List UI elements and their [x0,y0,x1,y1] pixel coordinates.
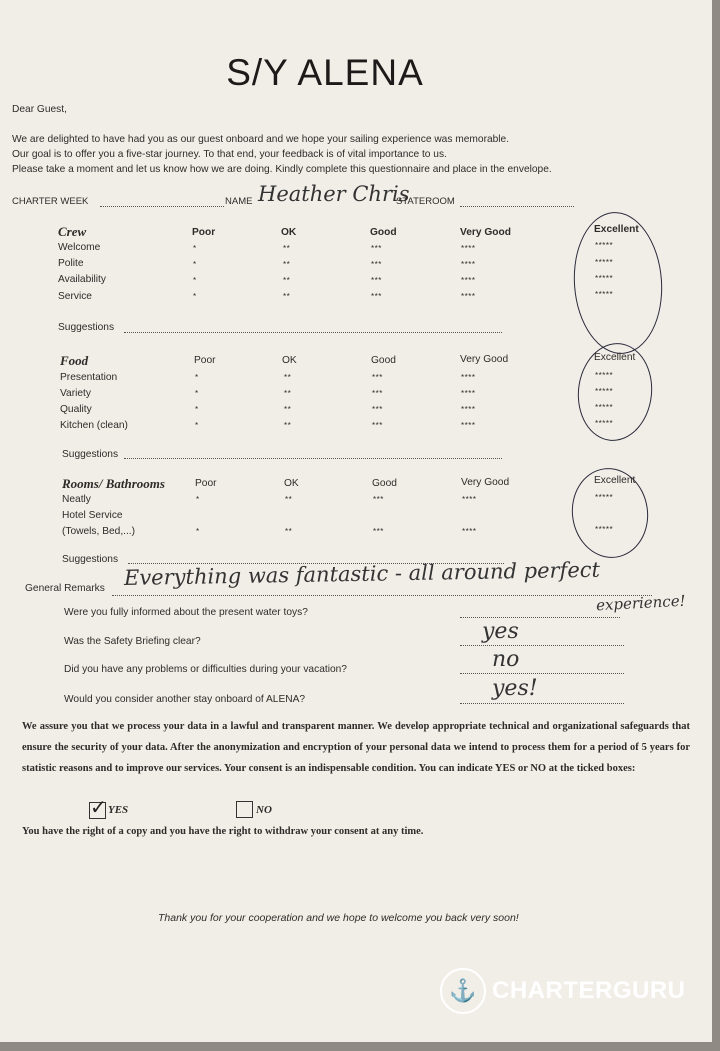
star-mark: ** [285,527,293,536]
star-mark: **** [461,276,476,285]
food-suggestions-line [124,458,502,459]
star-mark: * [196,527,200,536]
star-mark: **** [461,244,476,253]
form-title: S/Y ALENA [226,52,424,93]
question-water-toys: Were you fully informed about the present water toys? [64,607,308,618]
star-mark: **** [461,292,476,301]
crew-header-good: Good [370,227,397,238]
general-remarks-label: General Remarks [25,583,105,594]
rights-text: You have the right of a copy and you have the right to withdraw your consent at any time. [22,826,424,837]
crew-header-poor: Poor [192,227,216,238]
food-header-poor: Poor [194,355,216,366]
charter-week-label: CHARTER WEEK [12,196,89,207]
star-mark: ***** [595,419,614,428]
star-mark: ***** [595,241,614,250]
star-mark: ** [284,421,292,430]
answer-line [460,673,624,674]
excellent-circle-mark [566,463,654,563]
check-icon: ✓ [90,797,107,819]
star-mark: *** [371,260,382,269]
crew-header-ok: OK [281,227,297,238]
rooms-section-title: Rooms/ Bathrooms [62,476,165,491]
answer-another-stay: yes! [492,676,538,701]
rooms-header-good: Good [372,478,397,489]
stateroom-label: STATEROOM [396,196,455,207]
crew-suggestions-label: Suggestions [58,322,115,333]
star-mark: *** [372,405,383,414]
star-mark: ***** [595,525,614,534]
greeting: Dear Guest, [12,104,67,115]
star-mark: * [195,421,199,430]
star-mark: ***** [595,403,614,412]
star-mark: * [195,405,199,414]
star-mark: ** [284,405,292,414]
crew-header-very-good: Very Good [460,227,511,238]
star-mark: *** [372,373,383,382]
star-mark: ** [284,389,292,398]
star-mark: * [196,495,200,504]
crew-item-welcome: Welcome [58,242,101,253]
answer-problems: no [492,647,520,672]
star-mark: *** [371,292,382,301]
crew-item-polite: Polite [58,258,84,269]
star-mark: ***** [595,493,614,502]
food-header-excellent: Excellent [594,352,636,363]
food-item-presentation: Presentation [60,372,118,383]
star-mark: ***** [595,387,614,396]
star-mark: ** [283,244,291,253]
rooms-header-ok: OK [284,478,299,489]
food-item-kitchen: Kitchen (clean) [60,420,128,431]
consent-yes-checkbox[interactable] [89,797,107,819]
star-mark: **** [462,495,477,504]
consent-yes-label: YES [108,804,129,816]
star-mark: ** [283,260,291,269]
star-mark: ** [283,292,291,301]
star-mark: * [193,276,197,285]
intro-line-2: Our goal is to offer you a five-star journey. To that end, your feedback is of vital importance to us. [12,149,447,160]
anchor-icon: ⚓ [440,968,486,1014]
crew-item-service: Service [58,291,92,302]
rooms-item-towels-bed: (Towels, Bed,...) [62,526,136,537]
rooms-item-hotel-service: Hotel Service [62,510,123,521]
food-section-title: Food [60,353,89,368]
rooms-item-neatly: Neatly [62,494,91,505]
answer-line [460,617,620,618]
star-mark: *** [371,244,382,253]
question-problems: Did you have any problems or difficulties during your vacation? [64,664,347,675]
star-mark: *** [373,527,384,536]
charter-week-line [100,206,224,207]
food-suggestions-label: Suggestions [62,449,119,460]
consent-no-checkbox[interactable] [236,801,253,818]
crew-section-title: Crew [58,224,87,239]
star-mark: *** [373,495,384,504]
star-mark: ** [283,276,291,285]
rooms-header-very-good: Very Good [461,477,510,488]
general-remarks-value-cont: experience! [595,591,687,615]
intro-line-1: We are delighted to have had you as our guest onboard and we hope your sailing experience was memorable. [12,134,510,145]
food-header-very-good: Very Good [460,354,509,365]
answer-line [460,703,624,704]
star-mark: ** [285,495,293,504]
excellent-circle-mark [569,209,667,357]
star-mark: ***** [595,274,614,283]
general-remarks-line [112,595,652,596]
star-mark: *** [372,389,383,398]
star-mark: **** [461,421,476,430]
star-mark: **** [461,389,476,398]
food-item-variety: Variety [60,388,91,399]
answer-line [460,645,624,646]
star-mark: ***** [595,258,614,267]
star-mark: *** [371,276,382,285]
consent-no-label: NO [256,804,272,816]
answer-safety-briefing: yes [482,619,519,644]
name-value: Heather Chris [258,182,410,206]
star-mark: * [193,260,197,269]
intro-line-3: Please take a moment and let us know how we are doing. Kindly complete this questionnaire and place in the envelope. [12,164,552,175]
star-mark: * [193,292,197,301]
excellent-circle-mark [573,339,657,444]
rooms-header-excellent: Excellent [594,475,636,486]
rooms-header-poor: Poor [195,478,217,489]
charterguru-watermark [440,968,686,1014]
crew-header-excellent: Excellent [594,224,639,235]
question-another-stay: Would you consider another stay onboard of ALENA? [64,694,306,705]
crew-item-availability: Availability [58,274,106,285]
food-header-good: Good [371,355,396,366]
star-mark: * [195,389,199,398]
food-item-quality: Quality [60,404,92,415]
star-mark: ***** [595,371,614,380]
star-mark: ***** [595,290,614,299]
question-safety-briefing: Was the Safety Briefing clear? [64,636,201,647]
star-mark: * [195,373,199,382]
food-header-ok: OK [282,355,297,366]
crew-suggestions-line [124,332,502,333]
stateroom-line [460,206,574,207]
star-mark: **** [461,373,476,382]
star-mark: *** [372,421,383,430]
rooms-suggestions-label: Suggestions [62,554,119,565]
star-mark: * [193,244,197,253]
star-mark: ** [284,373,292,382]
thank-you-text: Thank you for your cooperation and we hope to welcome you back very soon! [158,912,519,924]
star-mark: **** [461,405,476,414]
general-remarks-value: Everything was fantastic - all around perfect [123,557,601,590]
star-mark: **** [461,260,476,269]
star-mark: **** [462,527,477,536]
name-label: NAME [225,196,253,207]
watermark-text: CHARTERGURU [492,977,686,1004]
data-consent-text: We assure you that we process your data in a lawful and transparent manner. We develop appropriate technical and organizational safeguards that ensure the security of your data. After the anonymization and encryption of your personal data we intend to process them for a period of 5 years for statistic reasons and to improve our services. Your consent is an indispensable condition. You can indicate YES or NO at the ticked boxes: [22,721,690,774]
